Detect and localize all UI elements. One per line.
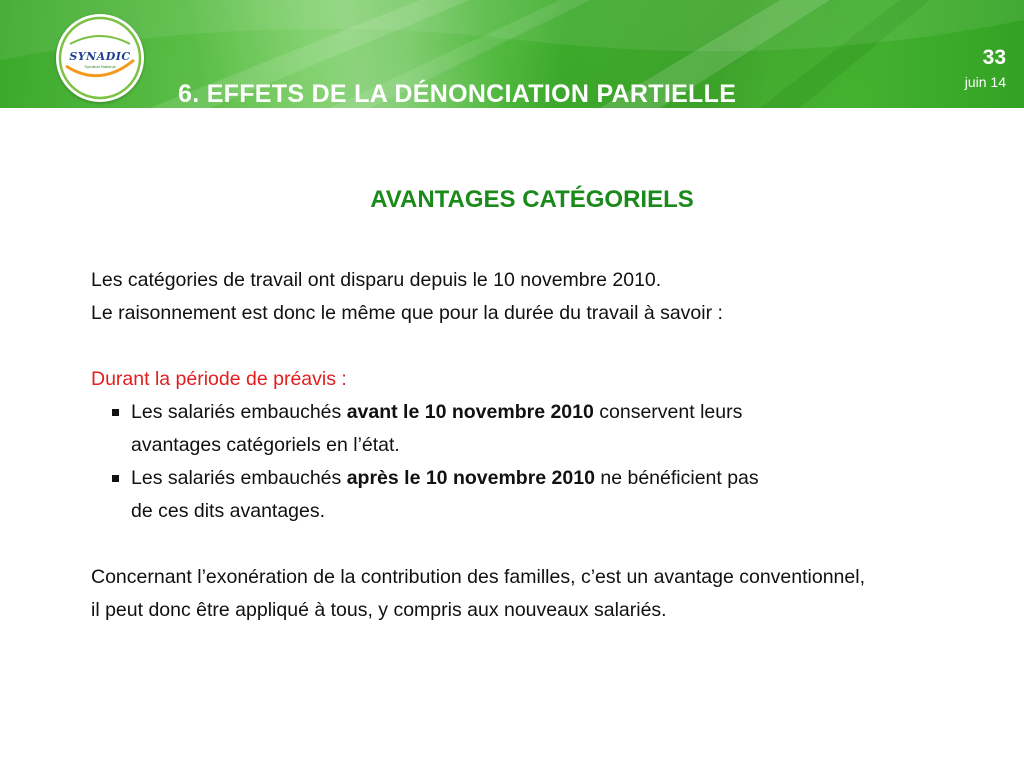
bullet-continuation: avantages catégoriels en l’état. (131, 434, 400, 456)
bullet-suffix: ne bénéficient pas (594, 467, 759, 489)
bullet-item (91, 396, 1011, 429)
bullet-prefix: Les salariés embauchés (131, 401, 347, 423)
body-text (91, 264, 1011, 627)
period-heading: Durant la période de préavis : (91, 368, 347, 390)
logo-text: SYNADIC (69, 50, 131, 63)
intro-line-2: Le raisonnement est donc le même que pour la durée du travail à savoir : (91, 302, 723, 324)
header-banner (0, 0, 1024, 108)
square-bullet-icon (112, 475, 119, 482)
bullet-item (91, 462, 1011, 495)
slide-number: 33 (982, 46, 1006, 69)
bullet-suffix: conservent leurs (593, 401, 743, 423)
bullet-prefix: Les salariés embauchés (131, 467, 347, 489)
synadic-logo (56, 14, 144, 102)
intro-line-1: Les catégories de travail ont disparu depuis le 10 novembre 2010. (91, 269, 662, 291)
closing-line-2: il peut donc être appliqué à tous, y compris aux nouveaux salariés. (91, 599, 667, 621)
square-bullet-icon (112, 409, 119, 416)
spacer (91, 528, 1011, 561)
section-title: AVANTAGES CATÉGORIELS (370, 186, 694, 213)
bullet-continuation: de ces dits avantages. (131, 500, 326, 522)
closing-line-1: Concernant l’exonération de la contribution des familles, c’est un avantage conventionnel, (91, 566, 865, 588)
page-title: 6. EFFETS DE LA DÉNONCIATION PARTIELLE (178, 80, 737, 108)
logo-subtext: Syndicat National (84, 64, 116, 69)
spacer (91, 330, 1011, 363)
slide-date: juin 14 (964, 74, 1006, 90)
bullet-bold-date: après le 10 novembre 2010 (346, 467, 595, 489)
bullet-bold-date: avant le 10 novembre 2010 (346, 401, 594, 423)
